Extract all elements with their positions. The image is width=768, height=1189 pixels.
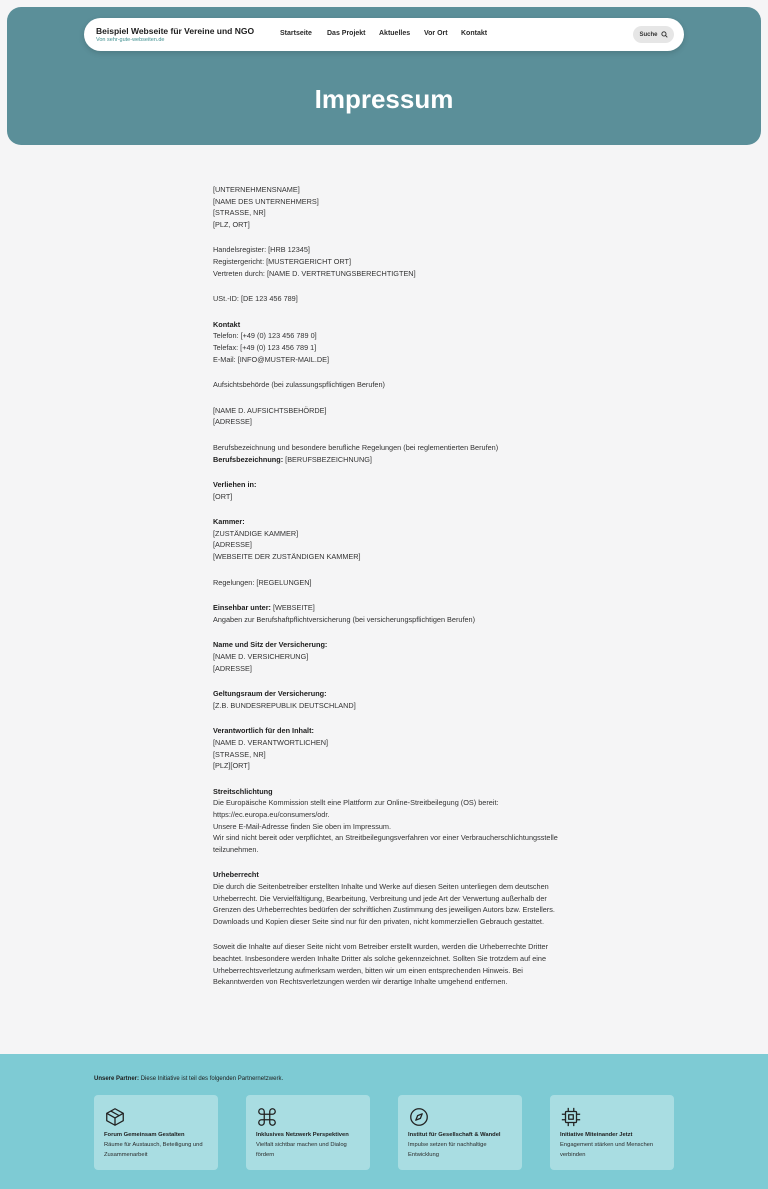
register-court: Registergericht: [MUSTERGERICHT ORT] (213, 256, 351, 266)
partner-card-desc: Impulse setzen für nachhaltige Entwicklung (408, 1142, 487, 1158)
rules-block (213, 577, 558, 589)
dispute-notice: Wir sind nicht bereit oder verpflichtet, an Streitbeilegungsverfahren vor einer Verbraucherschlichtungsstelle teilzunehmen. (213, 833, 558, 854)
owner-name: [NAME DES UNTERNEHMERS] (213, 196, 319, 206)
profession-block (213, 442, 558, 465)
search-icon (661, 31, 668, 38)
fax: Telefax: [+49 (0) 123 456 789 1] (213, 342, 317, 352)
partners-intro (94, 1076, 283, 1082)
authority-intro: Aufsichtsbehörde (bei zulassungspflichtigen Berufen) (213, 380, 385, 390)
copyright-block (213, 869, 558, 927)
search-label: Suche (639, 31, 658, 38)
dispute-email: Unsere E-Mail-Adresse finden Sie oben im Impressum. (213, 821, 392, 831)
partner-card-title: Institut für Gesellschaft & Wandel (408, 1132, 501, 1138)
partner-card-forum[interactable] (94, 1095, 218, 1170)
awarded-value: [ORT] (213, 491, 233, 501)
profession-line (213, 454, 558, 466)
profession-intro: Berufsbezeichnung und besondere berufliche Regelungen (bei reglementierten Berufen) (213, 442, 499, 452)
authority-block (213, 405, 558, 428)
responsible-block (213, 725, 558, 771)
rules: Regelungen: [REGELUNGEN] (213, 577, 312, 587)
partner-card-title: Initiative Miteinander Jetzt (560, 1132, 633, 1138)
viewable-block (213, 602, 558, 625)
nav-item-kontakt[interactable]: Kontakt (461, 30, 488, 37)
copyright-text: Die durch die Seitenbetreiber erstellten Inhalte und Werke auf diesen Seiten unterliegen dem deutschen Urheberrecht. Die Vervielfältigung, Bearbeitung, Verbreitung und jede Art der Verwertung außerhalb der Grenzen des Urheberrechtes bedürfen der schriftlichen Zustimmung des jeweiligen Autors bzw. Erstellers. Downloads und Kopien dieser Seite sind nur für den privaten, nicht kommerziellen Gebrauch gestattet. (213, 881, 555, 926)
chamber-block (213, 516, 558, 562)
partners-label: Unsere Partner: (94, 1076, 140, 1082)
responsible-heading: Verantwortlich für den Inhalt: (213, 726, 314, 736)
represented-by: Vertreten durch: [NAME D. VERTRETUNGSBERECHTIGTEN] (213, 268, 416, 278)
viewable-line (213, 602, 558, 614)
site-subtitle[interactable]: Von sehr-gute-webseiten.de (96, 37, 165, 43)
copyright-block-2 (213, 941, 558, 987)
authority-intro-block (213, 379, 558, 391)
company-block (213, 184, 558, 230)
insurer-address: [ADRESSE] (213, 663, 252, 673)
responsible-street: [STRASSE, NR] (213, 749, 266, 759)
dispute-text: Die Europäische Kommission stellt eine Plattform zur Online-Streitbeilegung (OS) bereit: https://ec.europa.eu/consumers/odr. (213, 798, 499, 819)
imprint-content (213, 184, 558, 1002)
page-title: Impressum (314, 84, 454, 114)
scope-block (213, 688, 558, 711)
partner-card-desc: Engagement stärken und Menschen verbinden (560, 1142, 654, 1158)
nav-item-vor-ort[interactable]: Vor Ort (424, 30, 448, 37)
partner-card-title: Inklusives Netzwerk Perspektiven (256, 1132, 349, 1138)
awarded-heading: Verliehen in: (213, 480, 257, 490)
contact-block (213, 319, 558, 365)
top-navbar (84, 18, 684, 51)
scope-value: [Z.B. BUNDESREPUBLIK DEUTSCHLAND] (213, 700, 356, 710)
copyright-heading: Urheberrecht (213, 870, 259, 880)
company-name: [UNTERNEHMENSNAME] (213, 185, 300, 194)
responsible-name: [NAME D. VERANTWORTLICHEN] (213, 738, 329, 747)
partner-card-desc: Vielfalt sichtbar machen und Dialog fördern (256, 1142, 347, 1158)
authority-address: [ADRESSE] (213, 417, 252, 427)
email: E-Mail: [INFO@MUSTER-MAIL.DE] (213, 354, 330, 364)
contact-heading: Kontakt (213, 319, 241, 329)
partner-card-desc: Räume für Austausch, Beteiligung und Zusammenarbeit (104, 1142, 203, 1158)
chip-icon (560, 1106, 582, 1128)
trade-register: Handelsregister: [HRB 12345] (213, 245, 310, 255)
viewable-label: Einsehbar unter: (213, 603, 271, 613)
register-block (213, 244, 558, 279)
nav-item-aktuelles[interactable]: Aktuelles (379, 30, 411, 37)
authority-name: [NAME D. AUFSICHTSBEHÖRDE] (213, 405, 327, 415)
search-button[interactable] (633, 26, 674, 43)
dispute-block (213, 786, 558, 856)
partners-text: Diese Initiative ist teil des folgenden Partnernetzwerk. (139, 1076, 284, 1082)
partner-footer (0, 1054, 768, 1189)
profession-value: [BERUFSBEZEICHNUNG] (283, 454, 372, 464)
awarded-block (213, 479, 558, 502)
insurer-heading: Name und Sitz der Versicherung: (213, 640, 328, 650)
chamber-website: [WEBSEITE DER ZUSTÄNDIGEN KAMMER] (213, 552, 361, 562)
partner-card-institut[interactable] (398, 1095, 522, 1170)
insurer-block (213, 639, 558, 674)
profession-label: Berufsbezeichnung: (213, 454, 284, 464)
city: [PLZ, ORT] (213, 219, 250, 229)
vat-block (213, 293, 558, 305)
box-icon (104, 1106, 126, 1128)
site-title[interactable]: Beispiel Webseite für Vereine und NGO (96, 26, 255, 36)
insurance-intro: Angaben zur Berufshaftpflichtversicherung (bei versicherungspflichtigen Berufen) (213, 614, 476, 624)
phone: Telefon: [+49 (0) 123 456 789 0] (213, 331, 317, 341)
nav-item-das-projekt[interactable]: Das Projekt (327, 30, 366, 37)
command-icon (256, 1106, 278, 1128)
chamber-heading: Kammer: (213, 517, 245, 527)
insurer-name: [NAME D. VERSICHERUNG] (213, 652, 309, 662)
dispute-heading: Streitschlichtung (213, 786, 273, 796)
vat-id: USt.-ID: [DE 123 456 789] (213, 294, 298, 304)
chamber-name: [ZUSTÄNDIGE KAMMER] (213, 528, 299, 538)
chamber-address: [ADRESSE] (213, 540, 252, 550)
scope-heading: Geltungsraum der Versicherung: (213, 689, 327, 699)
partner-card-netzwerk[interactable] (246, 1095, 370, 1170)
partner-card-initiative[interactable] (550, 1095, 674, 1170)
copyright-text-2: Soweit die Inhalte auf dieser Seite nicht vom Betreiber erstellt wurden, werden die Urheberrechte Dritter beachtet. Insbesondere werden Inhalte Dritter als solche gekennzeichnet. Sollten Sie trotzdem auf eine Urheberrechtsverletzung aufmerksam werden, bitten wir um einen entsprechenden Hinweis. Bei Bekanntwerden von Rechtsverletzungen werden wir derartige Inhalte umgehend entfernen. (213, 942, 549, 987)
responsible-city: [PLZ][ORT] (213, 761, 250, 771)
compass-icon (408, 1106, 430, 1128)
partner-card-title: Forum Gemeinsam Gestalten (104, 1132, 185, 1138)
viewable-value: [WEBSEITE] (270, 603, 315, 613)
street: [STRASSE, NR] (213, 208, 266, 218)
nav-item-startseite[interactable]: Startseite (280, 30, 312, 37)
